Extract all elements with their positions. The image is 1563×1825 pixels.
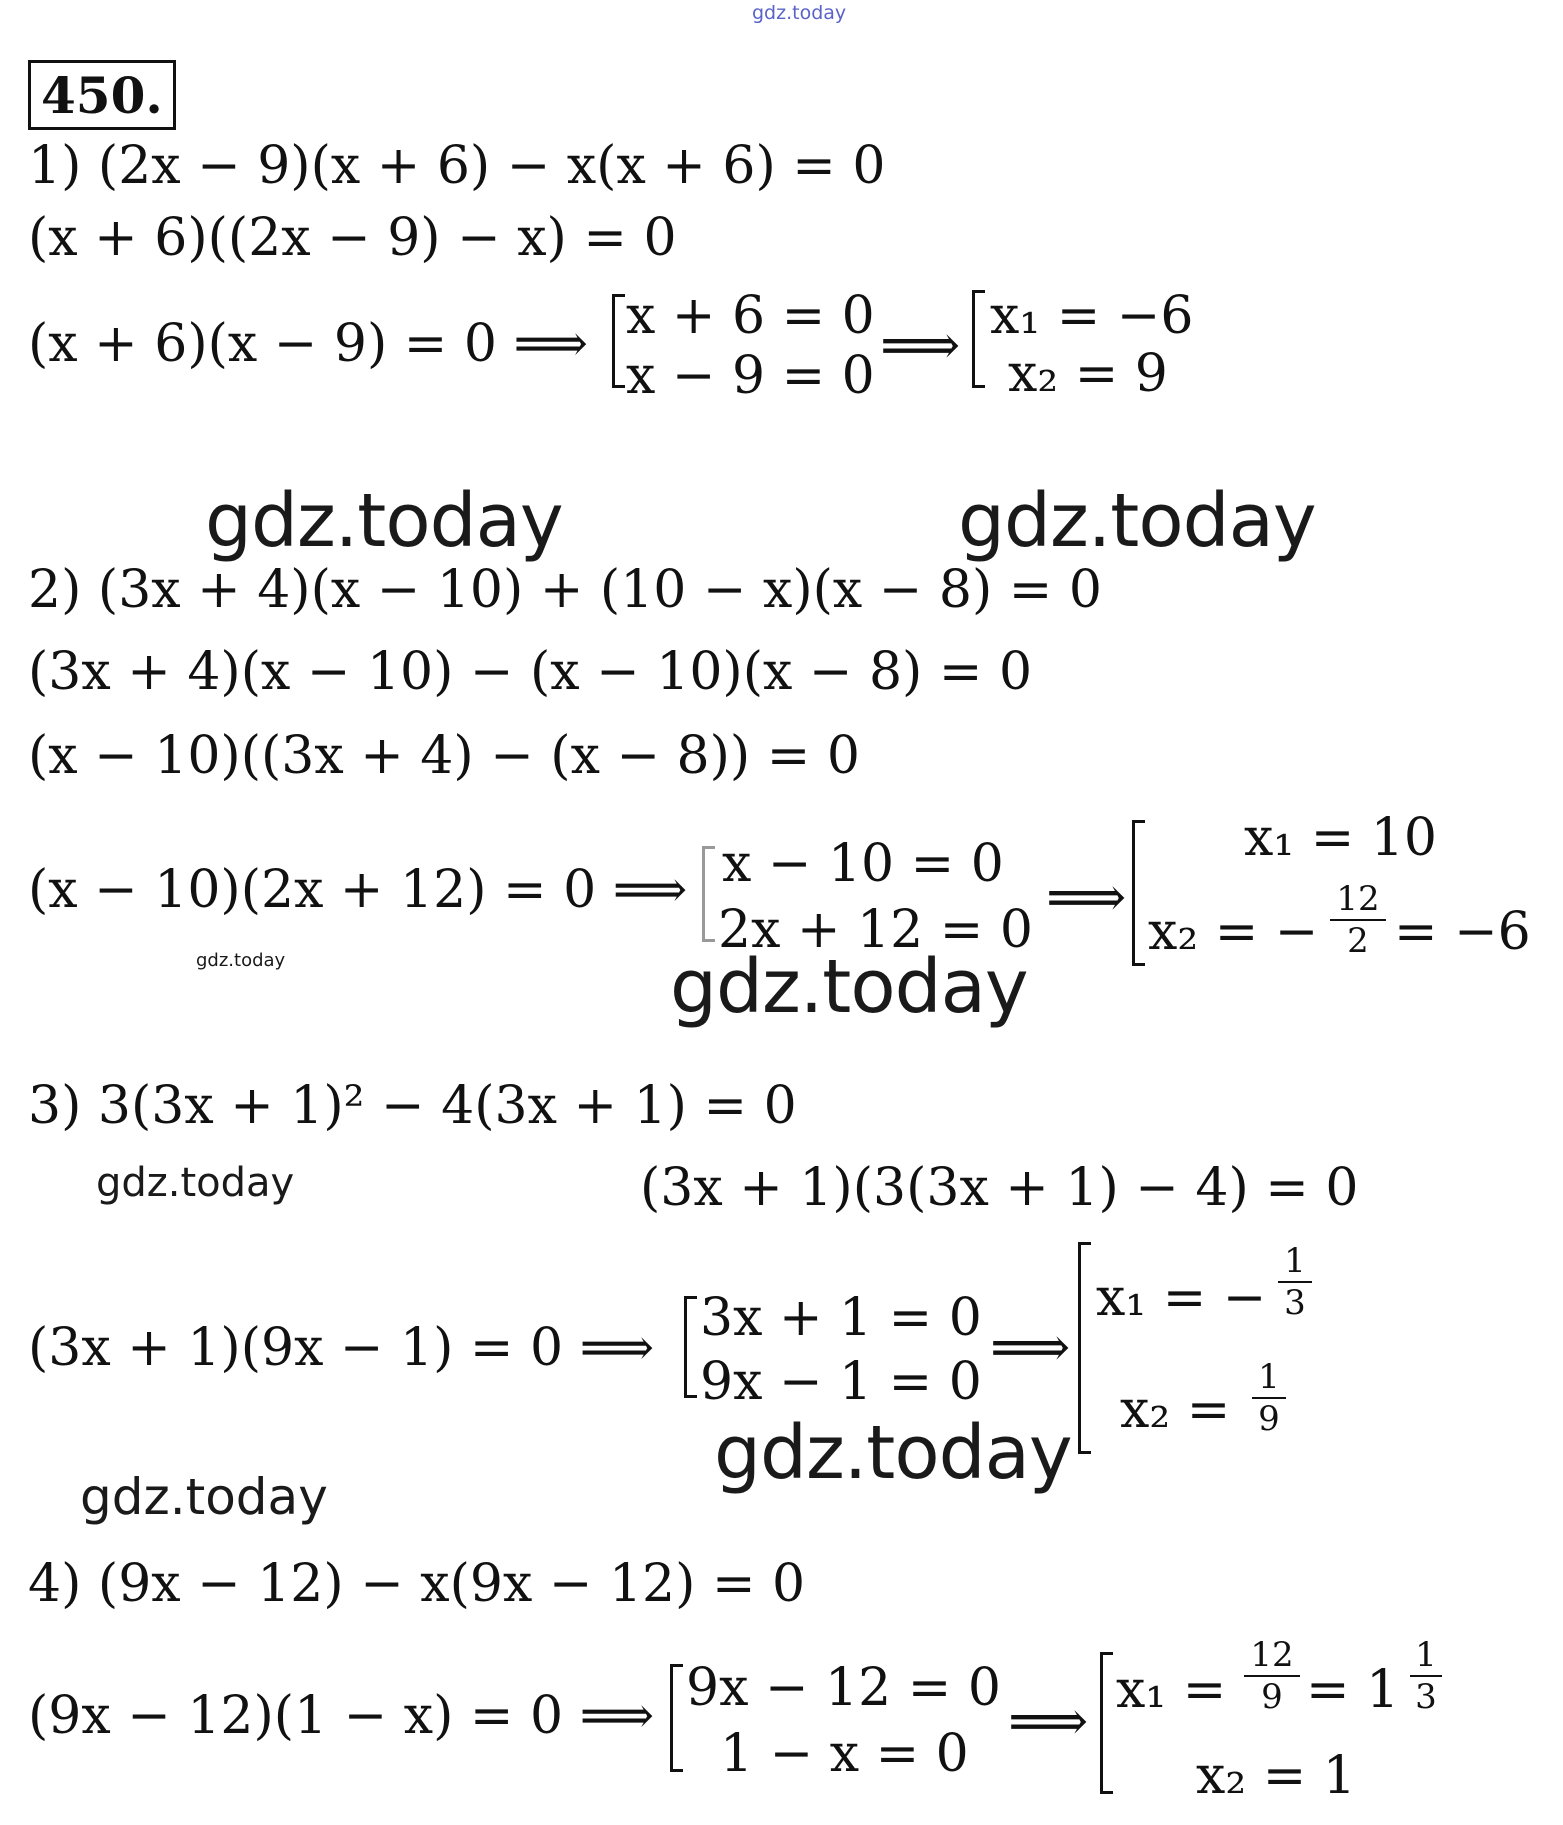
part1-line2: (x + 6)((2x − 9) − x) = 0: [28, 208, 677, 268]
watermark-6: gdz.today: [714, 1410, 1072, 1496]
part3-system-eq1: 3x + 1 = 0: [700, 1288, 982, 1348]
part2-root2-numerator: 12: [1336, 879, 1380, 919]
part4-system-eq1: 9x − 12 = 0: [686, 1658, 1001, 1718]
part3-system-eq2: 9x − 1 = 0: [700, 1352, 982, 1412]
part4-root1-numerator: 12: [1250, 1635, 1294, 1675]
part4-root1-mixed-whole: = 1: [1306, 1660, 1400, 1720]
part3-line1: 3) 3(3x + 1)² − 4(3x + 1) = 0: [28, 1076, 797, 1136]
part4-implies-arrow: ⟹: [1008, 1689, 1089, 1754]
part3-root1-numerator: 1: [1284, 1241, 1306, 1281]
part2-root2-lhs: x₂ = −: [1148, 902, 1319, 962]
part2-roots-bracket: [1132, 820, 1145, 966]
part4-line2: (9x − 12)(1 − x) = 0 ⟹: [28, 1686, 655, 1746]
part4-root1-mixed-numerator: 1: [1415, 1635, 1437, 1675]
part2-implies-arrow: ⟹: [1046, 865, 1127, 930]
part1-implies-arrow: ⟹: [880, 313, 961, 378]
part3-line3: (3x + 1)(9x − 1) = 0 ⟹: [28, 1318, 655, 1378]
part4-root1-lhs: x₁ =: [1116, 1660, 1227, 1720]
part4-line1: 4) (9x − 12) − x(9x − 12) = 0: [28, 1554, 806, 1614]
part3-root1-fraction: [1278, 1241, 1312, 1323]
part1-system-eq2: x − 9 = 0: [626, 346, 875, 406]
watermark-3: gdz.today: [196, 950, 286, 971]
part4-root1-mixed-fraction: [1410, 1635, 1442, 1717]
part2-root2-rhs: = −6: [1394, 902, 1531, 962]
part2-line1: 2) (3x + 4)(x − 10) + (10 − x)(x − 8) = 0: [28, 560, 1102, 620]
part2-line3: (x − 10)((3x + 4) − (x − 8)) = 0: [28, 726, 860, 786]
part1-roots-bracket: [972, 290, 985, 388]
part1-root1: x₁ = −6: [990, 286, 1194, 346]
part2-line2: (3x + 4)(x − 10) − (x − 10)(x − 8) = 0: [28, 642, 1033, 702]
part3-root2-numerator: 1: [1258, 1357, 1280, 1397]
watermark-top: gdz.today: [752, 2, 847, 24]
watermark-5: gdz.today: [96, 1160, 295, 1206]
part2-line4: (x − 10)(2x + 12) = 0 ⟹: [28, 860, 688, 920]
part1-root2: x₂ = 9: [1008, 344, 1168, 404]
part3-root1-lhs: x₁ = −: [1096, 1268, 1267, 1328]
watermark-1: gdz.today: [205, 478, 563, 564]
part3-root2-lhs: x₂ =: [1120, 1380, 1231, 1440]
part2-root2-fraction: [1330, 879, 1386, 961]
part3-root2-denominator: 9: [1258, 1399, 1280, 1439]
part4-root1-denominator: 9: [1261, 1677, 1283, 1717]
part3-root1-denominator: 3: [1284, 1283, 1306, 1323]
part1-system-eq1: x + 6 = 0: [626, 286, 875, 346]
part1-line3: (x + 6)(x − 9) = 0 ⟹: [28, 314, 589, 374]
part3-line2: (3x + 1)(3(3x + 1) − 4) = 0: [640, 1158, 1359, 1218]
part2-system-eq1: x − 10 = 0: [722, 834, 1004, 894]
part4-root1-fraction: [1244, 1635, 1300, 1717]
part3-root2-fraction: [1252, 1357, 1286, 1439]
watermark-7: gdz.today: [80, 1468, 328, 1526]
watermark-2: gdz.today: [958, 478, 1316, 564]
part2-root1: x₁ = 10: [1244, 808, 1437, 868]
part4-system-bracket: [670, 1664, 683, 1772]
part3-system-bracket: [684, 1296, 697, 1398]
part3-roots-bracket: [1078, 1242, 1091, 1454]
part2-root2-denominator: 2: [1347, 921, 1369, 961]
part3-implies-arrow: ⟹: [990, 1315, 1071, 1380]
exercise-number: 450.: [28, 60, 176, 130]
part4-root2: x₂ = 1: [1196, 1746, 1356, 1806]
part1-line1: 1) (2x − 9)(x + 6) − x(x + 6) = 0: [28, 136, 886, 196]
part4-system-eq2: 1 − x = 0: [720, 1724, 969, 1784]
watermark-4: gdz.today: [670, 944, 1028, 1030]
part4-roots-bracket: [1100, 1652, 1113, 1794]
part1-system-bracket: [612, 294, 625, 388]
part4-root1-mixed-denominator: 3: [1415, 1677, 1437, 1717]
part2-system-bracket: [702, 846, 715, 942]
part2-system-eq2: 2x + 12 = 0: [718, 900, 1033, 960]
